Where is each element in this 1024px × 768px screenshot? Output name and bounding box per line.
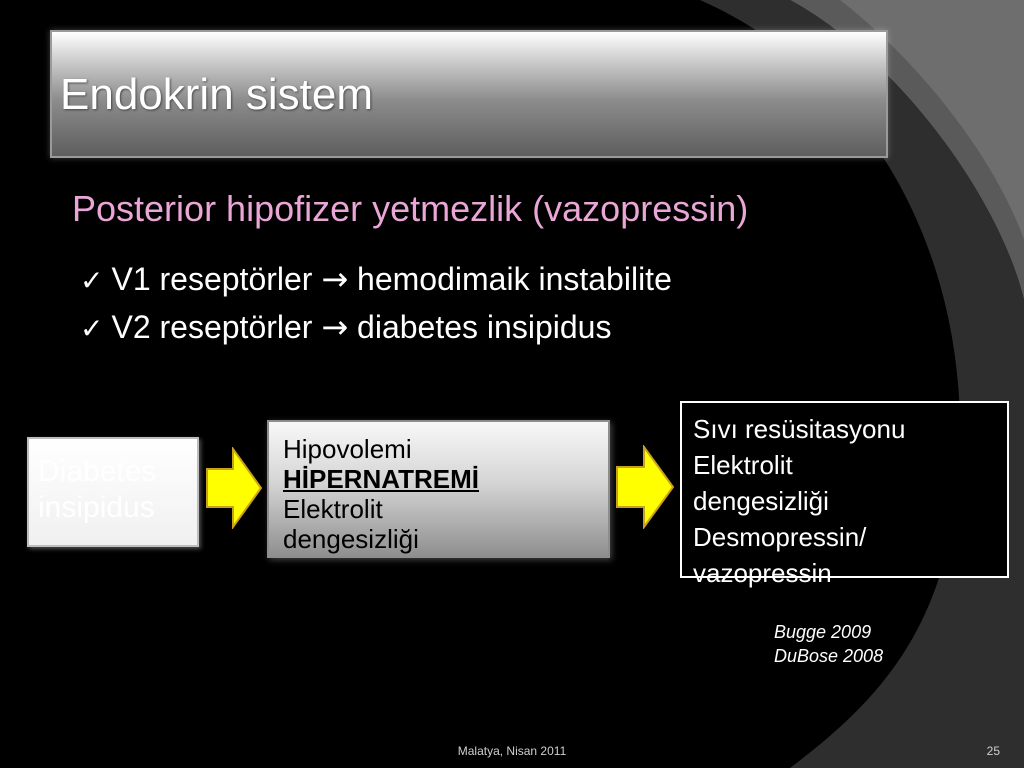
bullet-text-after: diabetes insipidus — [348, 309, 612, 345]
treatment-line: Desmopressin/ — [693, 522, 867, 552]
right-arrow-icon: → — [321, 260, 349, 298]
hipernatremi-line: HİPERNATREMİ — [283, 464, 479, 494]
slide-title: Endokrin sistem — [60, 70, 374, 119]
citation: Bugge 2009 — [774, 622, 872, 642]
treatment-line: Sıvı resüsitasyonu — [693, 414, 906, 444]
check-icon: ✓ — [80, 264, 104, 297]
slide-subtitle: Posterior hipofizer yetmezlik (vazopressin) — [72, 188, 749, 229]
bullet-item — [80, 256, 672, 304]
diabetes-label: Diabetes insipidus — [38, 455, 157, 524]
treatment-line: vazopressin — [693, 558, 832, 588]
treatment-line: Elektrolit — [693, 450, 793, 480]
footer-text: Malatya, Nisan 2011 — [457, 744, 567, 758]
hipo-line: Elektrolit — [283, 494, 383, 524]
hipo-line: Hipovolemi — [283, 434, 412, 464]
hypovolemia-box — [267, 420, 610, 558]
bullet-text-before: V2 reseptörler — [111, 309, 322, 345]
treatment-line: dengesizliği — [693, 486, 829, 516]
bullet-text-after: hemodimaik instabilite — [348, 261, 672, 297]
bullet-list — [80, 256, 672, 352]
bullet-item — [80, 304, 672, 352]
check-icon: ✓ — [80, 312, 104, 345]
hipo-line: dengesizliği — [283, 524, 419, 554]
page-number: 25 — [986, 744, 1000, 758]
title-box — [50, 30, 888, 158]
flow-arrow-icon — [205, 447, 263, 529]
bullet-text-before: V1 reseptörler — [111, 261, 322, 297]
citations — [774, 620, 883, 668]
treatment-text — [693, 411, 905, 591]
hypovolemia-text — [283, 434, 479, 554]
flow-arrow-icon — [615, 445, 675, 529]
citation: DuBose 2008 — [774, 646, 884, 666]
right-arrow-icon: → — [321, 308, 349, 346]
